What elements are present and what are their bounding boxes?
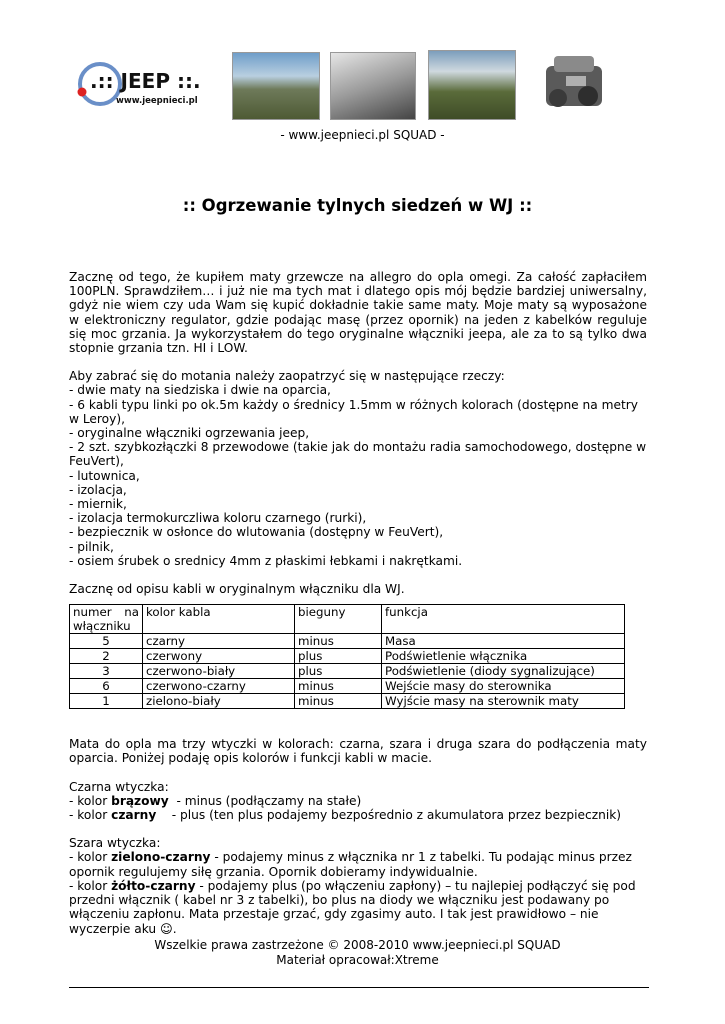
col-header-color: kolor kabla [143, 605, 295, 634]
needs-item: - pilnik, [69, 539, 114, 554]
black-plug-line: - kolor brązowy - minus (podłączamy na stałe) [69, 793, 362, 808]
table-row [70, 634, 625, 649]
switch-wiring-table [69, 604, 625, 709]
logo-url: www.jeepnieci.pl [116, 96, 198, 106]
mat-intro: Mata do opla ma trzy wtyczki w kolorach: czarna, szara i druga szara do podłączenia maty oparcia. Poniżej podaję opis kolorów i funkcji kabli w macie. [69, 737, 647, 766]
footer-rule [69, 987, 649, 988]
article-body [69, 270, 647, 936]
table-row [70, 649, 625, 664]
jeep-photo-interior [330, 52, 416, 120]
header [0, 44, 725, 124]
needs-item: - 6 kabli typu linki po ok.5m każdy o średnicy 1.5mm w różnych kolorach (dostępne na metry w Leroy), [69, 397, 638, 426]
needs-item: - miernik, [69, 497, 127, 512]
page-title: :: Ogrzewanie tylnych siedzeń w WJ :: [182, 196, 533, 215]
cell-polarity: minus [295, 634, 382, 649]
col-header-function: funkcja [382, 605, 625, 634]
copyright: Wszelkie prawa zastrzeżone © 2008-2010 www.jeepnieci.pl SQUAD [154, 938, 561, 952]
cell-color: czerwono-biały [143, 664, 295, 679]
cell-function: Wyjście masy na sterownik maty [382, 694, 625, 709]
needs-item: - izolacja, [69, 482, 127, 497]
cell-polarity: minus [295, 679, 382, 694]
cell-color: czerwony [143, 649, 295, 664]
cell-color: zielono-biały [143, 694, 295, 709]
author: Materiał opracował:Xtreme [276, 953, 439, 967]
cell-function: Wejście masy do sterownika [382, 679, 625, 694]
jeep-photo-side [232, 52, 320, 120]
grey-plug-line: - kolor zielono-czarny - podajemy minus z włącznika nr 1 z tabelki. Tu podając minus przez opornik regulujemy siłę grzania. Opornik dobieramy indywidualnie. [69, 850, 632, 879]
cell-function: Podświetlenie włącznika [382, 649, 625, 664]
engine-photo [536, 48, 614, 122]
cell-number: 2 [70, 649, 143, 664]
needs-item: - bezpiecznik w osłonce do wlutowania (dostępny w FeuVert), [69, 525, 444, 540]
grey-plug-title: Szara wtyczka: [69, 836, 161, 851]
cell-polarity: plus [295, 649, 382, 664]
intro-paragraph: Zacznę od tego, że kupiłem maty grzewcze na allegro do opla omegi. Za całość zapłaciłem 100PLN. Sprawdziłem… i już nie ma tych mat i dlatego opis mój będzie bardziej uniwersalny, gdyż nie wiem czy uda Wam się kupić dokładnie takie same maty. Moje maty są wyposażone w elektroniczny regulator, gdzie podając masę (przez opornik) na jeden z kabelków reguluje się moc grzania. Ja wykorzystałem do tego oryginalne włączniki jeepa, ale za to są tylko dwa stopnie grzania tzn. HI i LOW. [69, 270, 647, 356]
black-plug-title: Czarna wtyczka: [69, 779, 169, 794]
needs-item: - dwie maty na siedziska i dwie na oparcia, [69, 383, 331, 398]
needs-item: - izolacja termokurczliwa koloru czarnego (rurki), [69, 511, 367, 526]
grey-plug-line: - kolor żółto-czarny - podajemy plus (po włączeniu zapłony) – tu najlepiej podłączyć się pod przedni włącznik ( kabel nr 3 z tabelki), bo plus na diody we włączniku jest podawany po włączeniu zapłonu. Mata przestaje grzać, gdy zgasimy auto. I tak jest prawidłowo – nie wyczerpie aku ☺. [69, 878, 636, 936]
table-row [70, 664, 625, 679]
cell-number: 3 [70, 664, 143, 679]
table-header-row [70, 605, 625, 634]
table-intro: Zacznę od opisu kabli w oryginalnym włączniku dla WJ. [69, 582, 405, 597]
jeep-photo-two-cars [428, 50, 516, 120]
needs-item: - osiem śrubek o srednicy 4mm z płaskimi łebkami i nakrętkami. [69, 553, 463, 568]
cell-function: Podświetlenie (diody sygnalizujące) [382, 664, 625, 679]
cell-number: 1 [70, 694, 143, 709]
logo-text: .:: JEEP ::. [90, 69, 201, 93]
cell-color: czarny [143, 634, 295, 649]
squad-line: - www.jeepnieci.pl SQUAD - [280, 128, 445, 142]
col-header-polarity: bieguny [295, 605, 382, 634]
col-header-number: numer na włączniku [70, 605, 143, 634]
needs-item: - oryginalne włączniki ogrzewania jeep, [69, 426, 310, 441]
table-row [70, 679, 625, 694]
jeep-logo [76, 58, 206, 110]
needs-intro: Aby zabrać się do motania należy zaopatrzyć się w następujące rzeczy: [69, 369, 505, 384]
cell-color: czerwono-czarny [143, 679, 295, 694]
cell-number: 6 [70, 679, 143, 694]
cell-polarity: minus [295, 694, 382, 709]
black-plug-line: - kolor czarny - plus (ten plus podajemy bezpośrednio z akumulatora przez bezpiecznik) [69, 808, 622, 823]
footer [0, 938, 715, 968]
table-row [70, 694, 625, 709]
cell-function: Masa [382, 634, 625, 649]
cell-polarity: plus [295, 664, 382, 679]
needs-item: - lutownica, [69, 468, 140, 483]
cell-number: 5 [70, 634, 143, 649]
needs-item: - 2 szt. szybkozłączki 8 przewodowe (takie jak do montażu radia samochodowego, dostępne w FeuVert), [69, 440, 647, 469]
